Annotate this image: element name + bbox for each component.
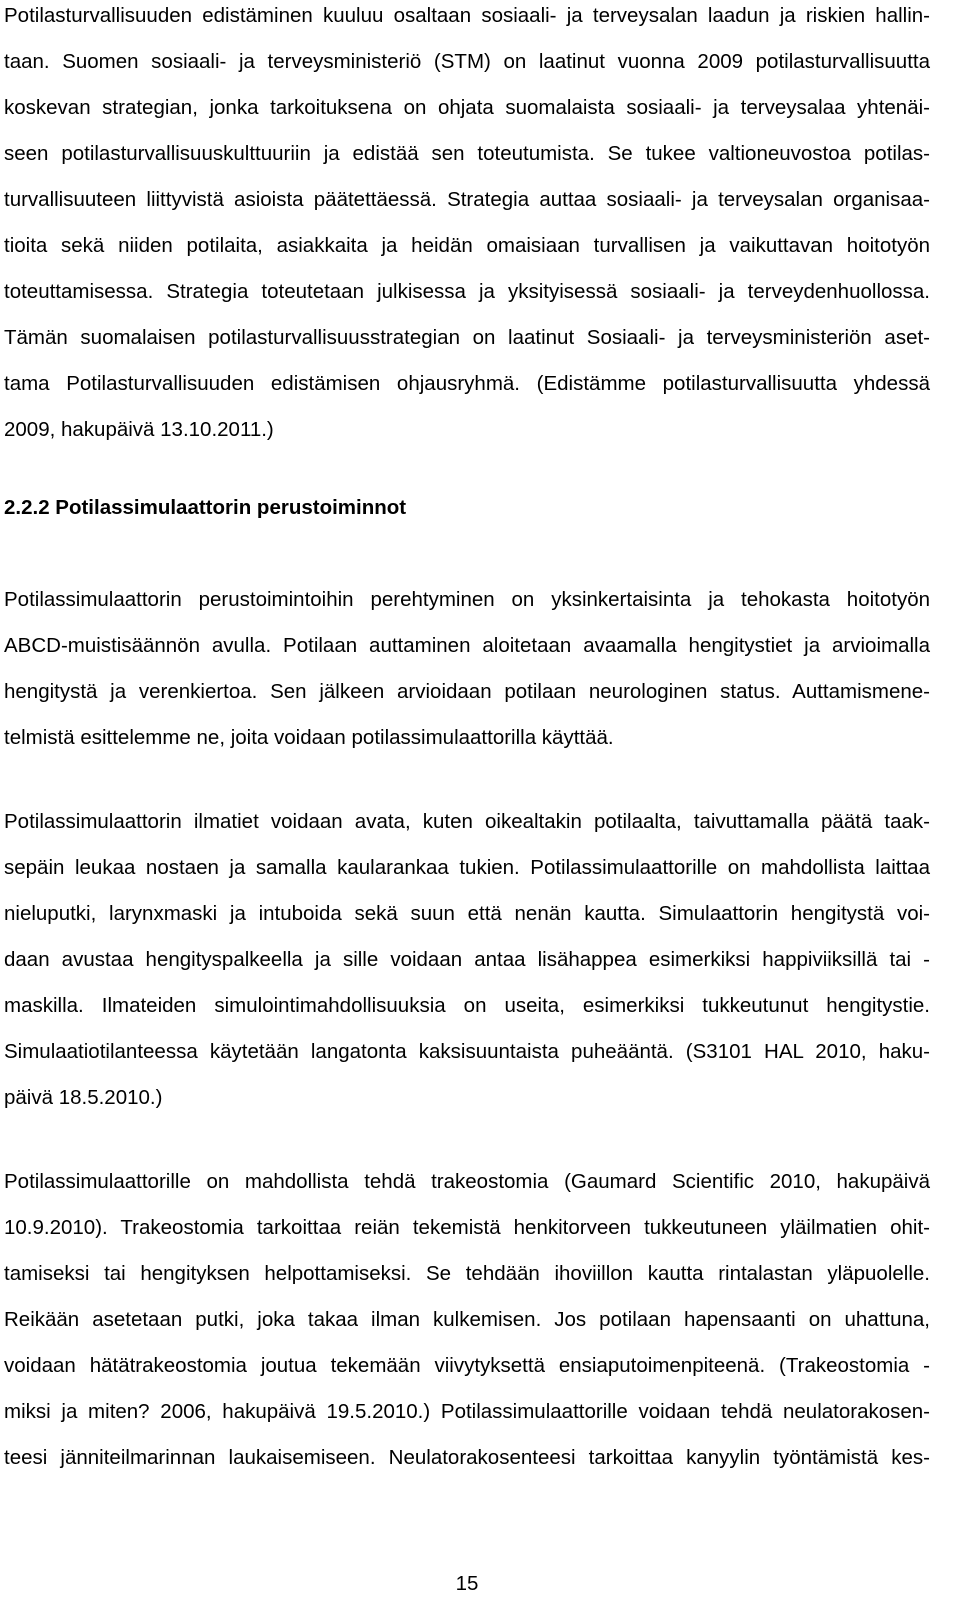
paragraph-3-line-4: daan avustaa hengityspalkeella ja sille voidaan antaa lisähappea esimerkiksi happiviiksillä tai - bbox=[4, 948, 930, 971]
paragraph-4-line-5: voidaan hätätrakeostomia joutua tekemään viivytyksettä ensiaputoimenpiteenä. (Trakeostomia - bbox=[4, 1354, 930, 1377]
paragraph-4-line-2: 10.9.2010). Trakeostomia tarkoittaa reiän tekemistä henkitorveen tukkeutuneen yläilmatien ohit- bbox=[4, 1216, 930, 1239]
paragraph-4-line-3: tamiseksi tai hengityksen helpottamiseksi. Se tehdään ihoviillon kautta rintalastan yläpuolelle. bbox=[4, 1262, 930, 1285]
paragraph-1-line-7: toteuttamisessa. Strategia toteutetaan julkisessa ja yksityisessä sosiaali- ja terveydenhuollossa. bbox=[4, 280, 930, 303]
paragraph-3-line-2: sepäin leukaa nostaen ja samalla kaularankaa tukien. Potilassimulaattorille on mahdollista laittaa bbox=[4, 856, 930, 879]
paragraph-2-line-3: hengitystä ja verenkiertoa. Sen jälkeen arvioidaan potilaan neurologinen status. Auttamismene- bbox=[4, 680, 930, 703]
paragraph-2-line-1: Potilassimulaattorin perustoimintoihin perehtyminen on yksinkertaisinta ja tehokasta hoitotyön bbox=[4, 588, 930, 611]
paragraph-3-line-7: päivä 18.5.2010.) bbox=[4, 1086, 163, 1109]
paragraph-1-line-9: tama Potilasturvallisuuden edistämisen ohjausryhmä. (Edistämme potilasturvallisuutta yhdessä bbox=[4, 372, 930, 395]
paragraph-1-line-4: seen potilasturvallisuuskulttuuriin ja edistää sen toteutumista. Se tukee valtioneuvostoa potilas- bbox=[4, 142, 930, 165]
paragraph-1-line-5: turvallisuuteen liittyvistä asioista päätettäessä. Strategia auttaa sosiaali- ja terveysalan organisaa- bbox=[4, 188, 930, 211]
paragraph-3-line-3: nieluputki, larynxmaski ja intuboida sekä suun että nenän kautta. Simulaattorin hengitystä voi- bbox=[4, 902, 930, 925]
paragraph-4-line-7: teesi jänniteilmarinnan laukaisemiseen. Neulatorakosenteesi tarkoittaa kanyylin työntämistä kes- bbox=[4, 1446, 930, 1469]
paragraph-2-line-2: ABCD-muistisäännön avulla. Potilaan auttaminen aloitetaan avaamalla hengitystiet ja arvioimalla bbox=[4, 634, 930, 657]
paragraph-4-line-6: miksi ja miten? 2006, hakupäivä 19.5.2010.) Potilassimulaattorille voidaan tehdä neulatorakosen- bbox=[4, 1400, 930, 1423]
paragraph-4-line-1: Potilassimulaattorille on mahdollista tehdä trakeostomia (Gaumard Scientific 2010, hakupäivä bbox=[4, 1170, 930, 1193]
paragraph-1-line-2: taan. Suomen sosiaali- ja terveysministeriö (STM) on laatinut vuonna 2009 potilasturvallisuutta bbox=[4, 50, 930, 73]
paragraph-1-line-1: Potilasturvallisuuden edistäminen kuuluu osaltaan sosiaali- ja terveysalan laadun ja riskien hallin- bbox=[4, 4, 930, 27]
paragraph-1-line-6: tioita sekä niiden potilaita, asiakkaita ja heidän omaisiaan turvallisen ja vaikuttavan hoitotyön bbox=[4, 234, 930, 257]
paragraph-1-line-10: 2009, hakupäivä 13.10.2011.) bbox=[4, 418, 274, 441]
paragraph-3-line-6: Simulaatiotilanteessa käytetään langatonta kaksisuuntaista puheääntä. (S3101 HAL 2010, haku- bbox=[4, 1040, 930, 1063]
paragraph-3-line-5: maskilla. Ilmateiden simulointimahdollisuuksia on useita, esimerkiksi tukkeutunut hengitystie. bbox=[4, 994, 930, 1017]
paragraph-4-line-4: Reikään asetetaan putki, joka takaa ilman kulkemisen. Jos potilaan hapensaanti on uhattuna, bbox=[4, 1308, 930, 1331]
paragraph-1-line-3: koskevan strategian, jonka tarkoituksena on ohjata suomalaista sosiaali- ja terveysalaa yhtenäi- bbox=[4, 96, 930, 119]
paragraph-2-line-4: telmistä esittelemme ne, joita voidaan potilassimulaattorilla käyttää. bbox=[4, 726, 614, 749]
page-number: 15 bbox=[455, 1572, 479, 1595]
paragraph-1-line-8: Tämän suomalaisen potilasturvallisuusstrategian on laatinut Sosiaali- ja terveysministeriön aset- bbox=[4, 326, 930, 349]
section-heading: 2.2.2 Potilassimulaattorin perustoiminnot bbox=[4, 496, 407, 519]
paragraph-3-line-1: Potilassimulaattorin ilmatiet voidaan avata, kuten oikealtakin potilaalta, taivuttamalla päätä taak- bbox=[4, 810, 930, 833]
